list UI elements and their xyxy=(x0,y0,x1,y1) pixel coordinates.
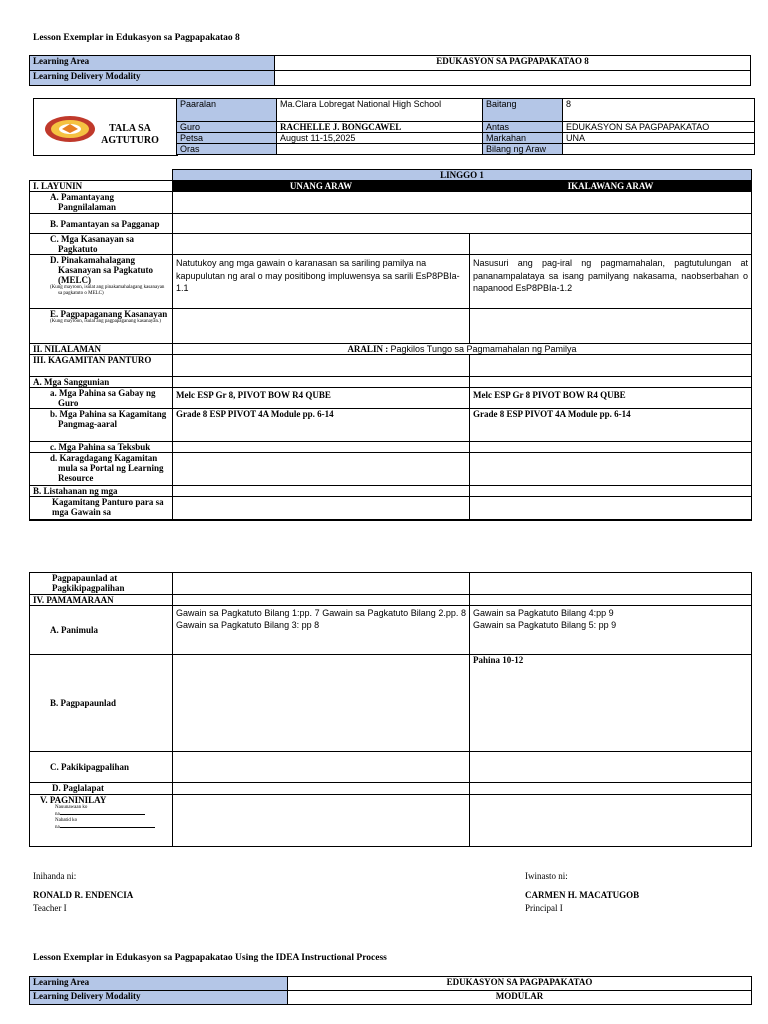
value-baitang: 8 xyxy=(563,99,755,122)
value-markahan: UNA xyxy=(563,133,755,144)
learning-area-table xyxy=(29,55,751,86)
aralin-value: Pagkilos Tungo sa Pagmamahalan ng Pamilya xyxy=(390,344,577,354)
page2-modality-label: Learning Delivery Modality xyxy=(30,991,288,1005)
pagpapaganang-note: (Kung mayroon, isulat ang pagpapaganang kasanayan.) xyxy=(50,319,161,324)
label-antas: Antas xyxy=(483,122,563,133)
melc-note: (Kung mayroon, isulat ang pinakamahalagang kasanayan sa pagkatuto o MELC) xyxy=(50,285,165,296)
na-label-2: na xyxy=(55,824,60,830)
pagpapaunlad-day2: Pahina 10-12 xyxy=(470,655,752,752)
checked-by-title: Principal I xyxy=(525,903,563,913)
row-label-teksbuk: c. Mga Pahina sa Teksbuk xyxy=(30,442,173,453)
tala-label-2: AGTUTURO xyxy=(101,135,159,146)
label-guro: Guro xyxy=(177,122,277,133)
row-label-sanggunian: A. Mga Sanggunian xyxy=(30,377,173,388)
label-petsa: Petsa xyxy=(177,133,277,144)
melc-day2: Nasusuri ang pag-iral ng pagmamahalan, pagtutulungan at pananampalataya sa isang pamilyang nakasama, naobserbahan o napanood EsP8PBIa-1.2 xyxy=(470,255,752,309)
nabatid-label: Nabatid ko xyxy=(55,818,78,823)
checked-by-label: Iwinasto ni: xyxy=(525,871,568,881)
label-baitang: Baitang xyxy=(483,99,563,122)
page2-learning-area-table xyxy=(29,976,752,1005)
aralin-row xyxy=(173,344,752,355)
pagpapaganang-label: E. Pagpapaganang Kasanayan xyxy=(50,309,168,319)
value-paaralan: Ma.Clara Lobregat National High School xyxy=(277,99,483,122)
learning-area-value: EDUKASYON SA PAGPAPAKATAO 8 xyxy=(275,56,751,71)
page2-heading: Lesson Exemplar in Edukasyon sa Pagpapakatao Using the IDEA Instructional Process xyxy=(33,953,387,963)
row-label-kagamitang-pangmag-aaral: b. Mga Pahina sa Kagamitang Pangmag-aaral xyxy=(30,409,173,442)
prepared-by-title: Teacher I xyxy=(33,903,67,913)
row-label-pakikipagpalihan: C. Pakikipagpalihan xyxy=(30,752,173,783)
gabay-day2: Melc ESP Gr 8 PIVOT BOW R4 QUBE xyxy=(470,388,752,409)
row-label-pamantayang-pangnilalaman: A. Pamantayang Pangnilalaman xyxy=(30,192,173,214)
row-label-karagdagang: d. Karagdagang Kagamitan mula sa Portal ng Learning Resource xyxy=(30,453,173,486)
gabay-day1: Melc ESP Gr 8, PIVOT BOW R4 QUBE xyxy=(173,388,470,409)
day1-header: UNANG ARAW xyxy=(173,181,470,192)
row-label-pamantayan-pagganap: B. Pamantayan sa Pagganap xyxy=(30,214,173,234)
section-nilalaman: II. NILALAMAN xyxy=(30,344,173,355)
row-label-listahanan: B. Listahanan ng mga xyxy=(30,486,173,497)
value-guro: RACHELLE J. BONGCAWEL xyxy=(277,122,483,133)
row-label-pagpapaunlad-at: Pagpapaunlad at Pagkikipagpalihan xyxy=(30,573,173,595)
tala-label-1: TALA SA xyxy=(109,123,151,134)
lesson-plan-table-continued xyxy=(29,572,752,847)
lesson-plan-table xyxy=(29,169,752,521)
modality-value xyxy=(275,71,751,86)
section-pamamaraan: IV. PAMAMARAAN xyxy=(30,595,173,606)
section-kagamitan: III. KAGAMITAN PANTURO xyxy=(30,355,173,377)
label-paaralan: Paaralan xyxy=(177,99,277,122)
row-label-gabay: a. Mga Pahina sa Gabay ng Guro xyxy=(30,388,173,409)
day2-header: IKALAWANG ARAW xyxy=(470,181,752,192)
pagninilay-label: V. PAGNINILAY xyxy=(40,795,107,805)
prepared-by-label: Inihanda ni: xyxy=(33,871,77,881)
page2-modality-value: MODULAR xyxy=(288,991,752,1005)
melc-label: D. Pinakamahalagang Kasanayan sa Pagkatuto (MELC) xyxy=(50,255,154,285)
row-label-pagpapaganang xyxy=(30,309,173,344)
school-logo xyxy=(44,115,96,143)
kagamitang-day1: Grade 8 ESP PIVOT 4A Module pp. 6-14 xyxy=(173,409,470,442)
row-label-pagninilay xyxy=(30,795,173,847)
panimula-day1: Gawain sa Pagkatuto Bilang 1:pp. 7 Gawain sa Pagkatuto Bilang 2.pp. 8 Gawain sa Pagkatuto Bilang 3: pp 8 xyxy=(173,606,470,655)
checked-by-name: CARMEN H. MACATUGOB xyxy=(525,890,640,900)
section-layunin: I. LAYUNIN xyxy=(30,181,173,192)
panimula-day2-line1: Gawain sa Pagkatuto Bilang 4:pp 9 xyxy=(473,608,614,618)
row-label-pagpapaunlad: B. Pagpapaunlad xyxy=(30,655,173,752)
row-label-kagamitang-panturo: Kagamitang Panturo para sa mga Gawain sa xyxy=(30,497,173,520)
page-heading: Lesson Exemplar in Edukasyon sa Pagpapakatao 8 xyxy=(33,33,240,43)
page2-learning-area-value: EDUKASYON SA PAGPAPAKATAO xyxy=(288,977,752,991)
na-label-1: na xyxy=(55,811,60,817)
learning-area-label: Learning Area xyxy=(30,56,275,71)
value-oras xyxy=(277,144,483,155)
aralin-label: ARALIN : xyxy=(347,344,389,354)
value-antas: EDUKASYON SA PAGPAPAKATAO xyxy=(563,122,755,133)
tala-box xyxy=(33,98,178,156)
kagamitang-day2: Grade 8 ESP PIVOT 4A Module pp. 6-14 xyxy=(470,409,752,442)
row-label-melc xyxy=(30,255,173,309)
value-petsa: August 11-15,2025 xyxy=(277,133,483,144)
modality-label: Learning Delivery Modality xyxy=(30,71,275,86)
melc-day1: Natutukoy ang mga gawain o karanasan sa sariling pamilya na kapupulutan ng aral o may positibong impluwensya sa sarili EsP8PBIa-1.1 xyxy=(173,255,470,309)
label-markahan: Markahan xyxy=(483,133,563,144)
value-bilang-araw xyxy=(563,144,755,155)
label-oras: Oras xyxy=(177,144,277,155)
row-label-kasanayan: C. Mga Kasanayan sa Pagkatuto xyxy=(30,234,173,255)
label-bilang-araw: Bilang ng Araw xyxy=(483,144,563,155)
prepared-by-name: RONALD R. ENDENCIA xyxy=(33,890,134,900)
panimula-day2-line2: Gawain sa Pagkatuto Bilang 5: pp 9 xyxy=(473,620,617,630)
row-label-panimula: A. Panimula xyxy=(30,606,173,655)
page2-learning-area-label: Learning Area xyxy=(30,977,288,991)
row-label-paglalapat: D. Paglalapat xyxy=(30,783,173,795)
week-header: LINGGO 1 xyxy=(173,170,752,181)
header-info-table xyxy=(176,98,755,155)
panimula-day2 xyxy=(470,606,752,655)
nauunawaan-label: Nauunawaan ko xyxy=(55,805,88,810)
